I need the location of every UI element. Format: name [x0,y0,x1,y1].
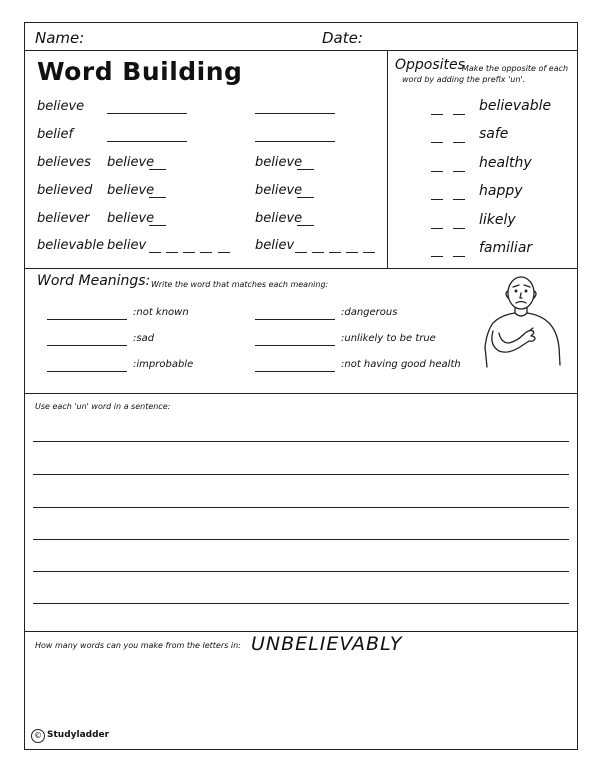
name-label: Name: [35,29,85,47]
prefix-blank[interactable] [453,256,465,257]
meaning-answer-line[interactable] [255,371,335,372]
prefix-blank[interactable] [431,199,443,200]
meaning-definition: :unlikely to be true [341,333,436,344]
divider-meanings [25,268,577,269]
meaning-definition: :improbable [133,359,194,370]
sentences-instruction: Use each 'un' word in a sentence: [35,402,171,411]
letter-blank[interactable] [200,252,212,253]
letter-blank[interactable] [312,252,324,253]
letters-word: UNBELIEVABLY [251,633,403,655]
meaning-answer-line[interactable] [47,319,127,320]
stem-believe: believe [255,211,303,226]
root-word-belief: belief [37,127,74,142]
sad-man-illustration [477,273,577,373]
letter-blank[interactable] [363,252,375,253]
suffix-blank[interactable] [149,197,166,198]
suffix-blank[interactable] [297,197,314,198]
stem-believ: believ [107,238,147,253]
word-meanings-instruction: Write the word that matches each meaning: [151,280,329,289]
prefix-blank[interactable] [453,114,465,115]
sentence-line[interactable] [33,507,569,508]
meaning-definition: :dangerous [341,307,398,318]
suffix-blank[interactable] [297,169,314,170]
stem-believe: believe [107,183,155,198]
opposites-instruction: Make the opposite of each word by adding the prefix 'un'. [402,64,569,84]
letters-instruction: How many words can you make from the letters in: [35,641,241,650]
answer-line[interactable] [255,113,335,114]
copyright-icon: © [31,729,45,743]
sentence-line[interactable] [33,571,569,572]
letter-blank[interactable] [295,252,307,253]
letter-blank[interactable] [183,252,195,253]
sentence-line[interactable] [33,474,569,475]
meaning-definition: :not having good health [341,359,461,370]
root-word-believes: believes [37,155,91,170]
word-meanings-title: Word Meanings: [37,273,151,289]
letter-blank[interactable] [149,252,161,253]
stem-believ: believ [255,238,295,253]
brand-logo: Studyladder [47,730,110,740]
divider-vertical [387,50,388,268]
divider-letters [25,631,577,632]
opposite-word: healthy [479,155,532,171]
prefix-blank[interactable] [453,199,465,200]
date-label: Date: [322,29,363,47]
meaning-answer-line[interactable] [255,319,335,320]
divider-header [25,50,577,51]
letter-blank[interactable] [218,252,230,253]
stem-believe: believe [255,183,303,198]
prefix-blank[interactable] [453,171,465,172]
opposites-title: Opposites [395,57,465,73]
letter-blank[interactable] [166,252,178,253]
suffix-blank[interactable] [297,225,314,226]
opposite-word: familiar [479,240,533,256]
prefix-blank[interactable] [431,228,443,229]
suffix-blank[interactable] [149,225,166,226]
letter-blank[interactable] [346,252,358,253]
meaning-answer-line[interactable] [47,371,127,372]
opposite-word: likely [479,212,516,228]
root-word-believable: believable [37,238,104,253]
meaning-answer-line[interactable] [47,345,127,346]
opposite-word: believable [479,98,552,114]
worksheet [24,22,578,750]
prefix-blank[interactable] [431,256,443,257]
prefix-blank[interactable] [431,171,443,172]
meaning-answer-line[interactable] [255,345,335,346]
meaning-definition: :sad [133,333,155,344]
sentence-line[interactable] [33,441,569,442]
prefix-blank[interactable] [431,142,443,143]
word-building-title: Word Building [37,57,243,86]
answer-line[interactable] [255,141,335,142]
answer-line[interactable] [107,113,187,114]
sentence-line[interactable] [33,539,569,540]
answer-line[interactable] [107,141,187,142]
opposite-word: safe [479,126,509,142]
prefix-blank[interactable] [453,228,465,229]
sentence-line[interactable] [33,603,569,604]
prefix-blank[interactable] [453,142,465,143]
letter-blank[interactable] [329,252,341,253]
divider-sentences [25,393,577,394]
stem-believe: believe [255,155,303,170]
stem-believe: believe [107,155,155,170]
stem-believe: believe [107,211,155,226]
suffix-blank[interactable] [149,169,166,170]
root-word-believed: believed [37,183,93,198]
root-word-believer: believer [37,211,90,226]
meaning-definition: :not known [133,307,189,318]
root-word-believe: believe [37,99,85,114]
opposite-word: happy [479,183,523,199]
prefix-blank[interactable] [431,114,443,115]
